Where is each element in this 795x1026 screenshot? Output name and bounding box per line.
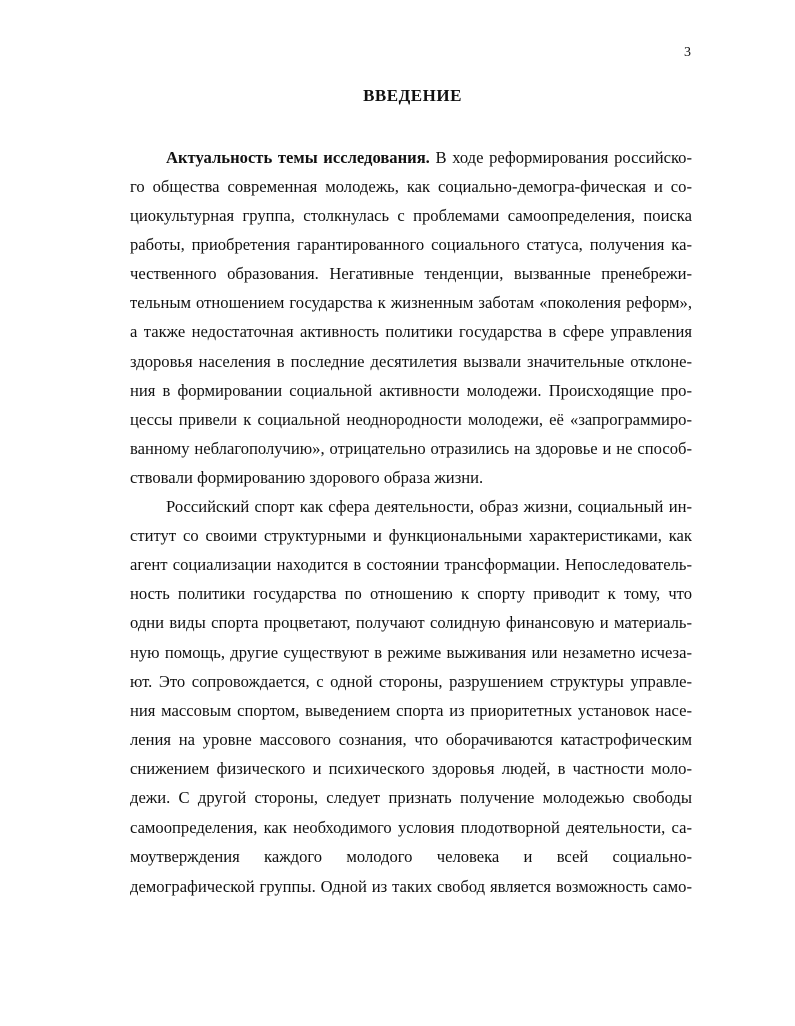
page-number: 3 — [684, 45, 691, 60]
text-line: моутверждения каждого молодого человека и всей социально- — [130, 847, 692, 866]
text-line: самоопределения, как необходимого условия плодотворной деятельности, са- — [130, 818, 692, 837]
section-title: ВВЕДЕНИЕ — [363, 86, 462, 105]
text-line: агент социализации находится в состоянии трансформации. Непоследователь- — [130, 555, 692, 574]
text-line: снижением физического и психического здоровья людей, в частности моло- — [130, 759, 692, 778]
text-line: ститут со своими структурными и функциональными характеристиками, как — [130, 526, 692, 545]
bold-lead: Актуальность темы исследования. — [166, 148, 430, 167]
text-line: здоровья населения в последние десятилетия вызвали значительные отклоне- — [130, 352, 692, 371]
text-line — [166, 148, 692, 168]
text-line: дежи. С другой стороны, следует признать получение молодежью свободы — [130, 788, 692, 807]
text-line: ния в формировании социальной активности молодежи. Происходящие про- — [130, 381, 692, 400]
text-line: а также недостаточная активность политики государства в сфере управления — [130, 322, 692, 341]
text-line: ную помощь, другие существуют в режиме выживания или незаметно исчеза- — [130, 643, 692, 662]
text-line: ления на уровне массового сознания, что оборачиваются катастрофическим — [130, 730, 692, 749]
text-line: тельным отношением государства к жизненным заботам «поколения реформ», — [130, 293, 692, 312]
text-line: ния массовым спортом, выведением спорта из приоритетных установок насе- — [130, 701, 692, 720]
text-line: ют. Это сопровождается, с одной стороны, разрушением структуры управле- — [130, 672, 692, 691]
text-line: чественного образования. Негативные тенденции, вызванные пренебрежи- — [130, 264, 692, 283]
text-line: демографической группы. Одной из таких свобод является возможность само- — [130, 877, 692, 896]
text-line: циокультурная группа, столкнулась с проблемами самоопределения, поиска — [130, 206, 692, 225]
text-line: Российский спорт как сфера деятельности, образ жизни, социальный ин- — [166, 497, 692, 516]
text-line: одни виды спорта процветают, получают солидную финансовую и материаль- — [130, 613, 692, 632]
text-line: го общества современная молодежь, как социально-демогра-фическая и со- — [130, 177, 692, 196]
text-line: ванному неблагополучию», отрицательно отразились на здоровье и не способ- — [130, 439, 692, 458]
text-line: ствовали формированию здорового образа жизни. — [130, 468, 484, 487]
text-line: цессы привели к социальной неоднородности молодежи, её «запрограммиро- — [130, 410, 692, 429]
text-line: ность политики государства по отношению к спорту приводит к тому, что — [130, 584, 692, 603]
text-line: работы, приобретения гарантированного социального статуса, получения ка- — [130, 235, 692, 254]
text-span: В ходе реформирования российско- — [429, 148, 692, 167]
